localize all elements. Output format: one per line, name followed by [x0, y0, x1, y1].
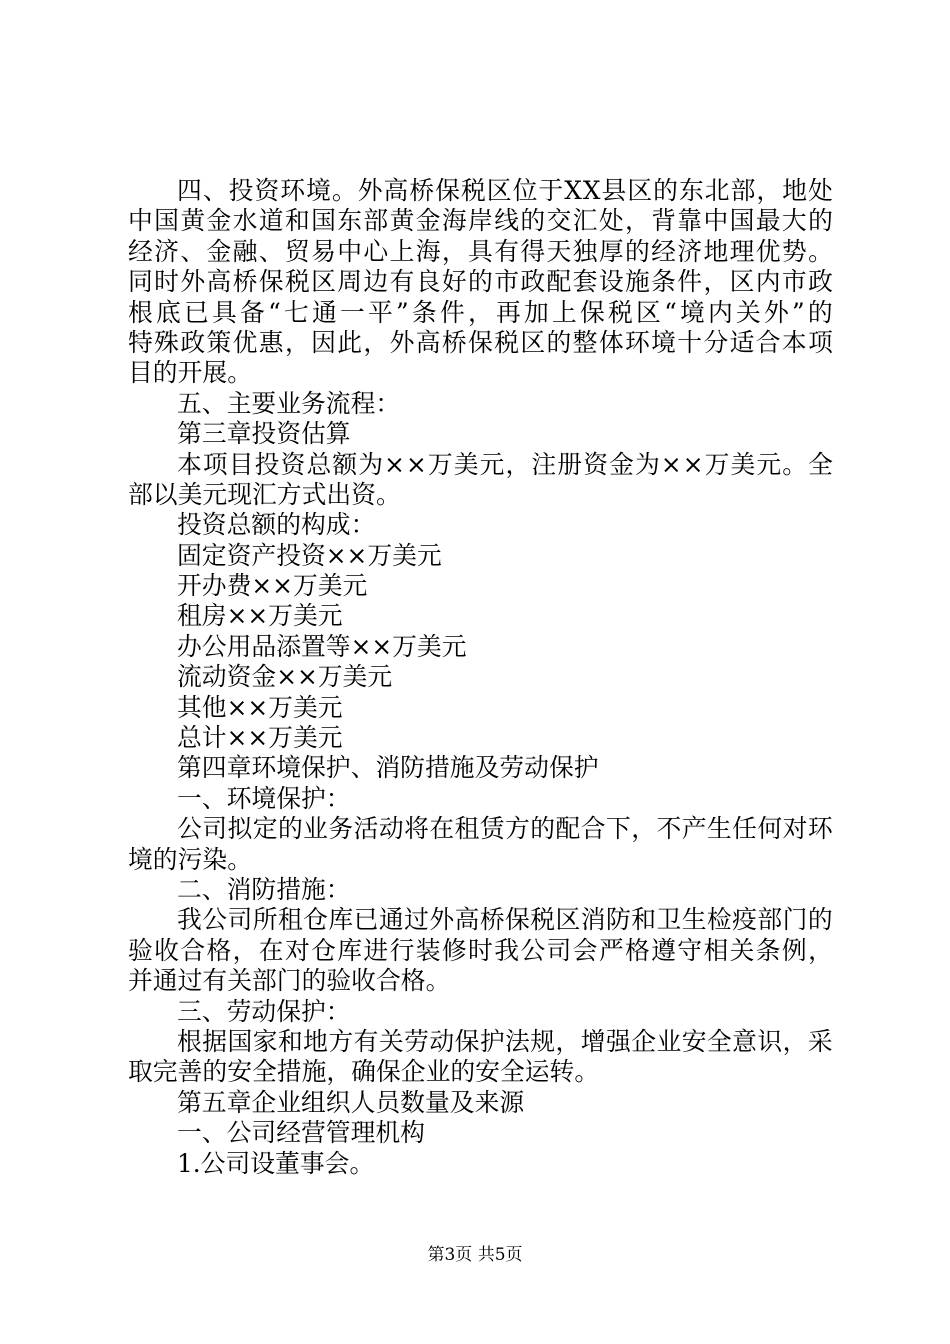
text-line: 并通过有关部门的验收合格。 [128, 966, 451, 996]
text-line: 其他××万美元 [177, 692, 343, 722]
text-line: 第三章投资估算 [177, 419, 351, 449]
text-line: 经 济 、 金 融 、 贸 易 中 心 上 海 ， 具 有 得 天 独 厚 的 经 济 地 理 优 势 。 [128, 236, 833, 266]
text-line: 根 据 国 家 和 地 方 有 关 劳 动 保 护 法 规 ， 增 强 企 业 安 全 意 识 ， 采 [177, 1026, 833, 1056]
document-body [128, 176, 833, 1179]
text-line: 1.公司设董事会。 [177, 1148, 375, 1178]
page-footer: 第3页 共5页 [427, 1245, 523, 1265]
text-line: 本 项 目 投 资 总 额 为 × × 万 美 元 ， 注 册 资 金 为 × × 万 美 元 。 全 [177, 449, 833, 479]
text-line: 同 时 外 高 桥 保 税 区 周 边 有 良 好 的 市 政 配 套 设 施 条 件 ， 区 内 市 政 [128, 267, 833, 297]
text-line: 目的开展。 [128, 358, 252, 388]
text-line: 一、环境保护： [177, 783, 351, 813]
text-line: 总计××万美元 [177, 723, 343, 753]
text-line: 根 底 已 具 备 “ 七 通 一 平 ” 条 件 ， 再 加 上 保 税 区 “ 境 内 关 外 ” 的 [128, 297, 833, 327]
text-line: 部以美元现汇方式出资。 [128, 479, 401, 509]
text-line: 流动资金××万美元 [177, 662, 393, 692]
text-line: 开办费××万美元 [177, 571, 368, 601]
text-line: 三、劳动保护： [177, 996, 351, 1026]
text-line: 第四章环境保护、消防措施及劳动保护 [177, 753, 599, 783]
text-line: 公 司 拟 定 的 业 务 活 动 将 在 租 赁 方 的 配 合 下 ， 不 产 生 任 何 对 环 [177, 814, 833, 844]
text-line: 办公用品添置等××万美元 [177, 631, 467, 661]
text-line: 投资总额的构成： [177, 510, 376, 540]
text-line: 我 公 司 所 租 仓 库 已 通 过 外 高 桥 保 税 区 消 防 和 卫 生 检 疫 部 门 的 [177, 905, 833, 935]
text-line: 固定资产投资××万美元 [177, 540, 442, 570]
text-line: 特 殊 政 策 优 惠 ， 因 此 ， 外 高 桥 保 税 区 的 整 体 环 境 十 分 适 合 本 项 [128, 327, 833, 357]
text-line: 四 、 投 资 环 境 。 外 高 桥 保 税 区 位 于 X X 县 区 的 东 北 部 ， 地 处 [177, 176, 833, 205]
text-line: 中 国 黄 金 水 道 和 国 东 部 黄 金 海 岸 线 的 交 汇 处 ， 背 靠 中 国 最 大 的 [128, 206, 833, 236]
text-line: 二、消防措施： [177, 874, 351, 904]
text-line: 租房××万美元 [177, 601, 343, 631]
text-line: 第五章企业组织人员数量及来源 [177, 1087, 525, 1117]
text-line: 五、主要业务流程： [177, 388, 401, 418]
text-line: 验 收 合 格 ， 在 对 仓 库 进 行 装 修 时 我 公 司 会 严 格 遵 守 相 关 条 例 ， [128, 935, 833, 965]
text-line: 一、公司经营管理机构 [177, 1118, 425, 1148]
text-line: 取完善的安全措施，确保企业的安全运转。 [128, 1057, 600, 1087]
text-line: 境的污染。 [128, 844, 252, 874]
